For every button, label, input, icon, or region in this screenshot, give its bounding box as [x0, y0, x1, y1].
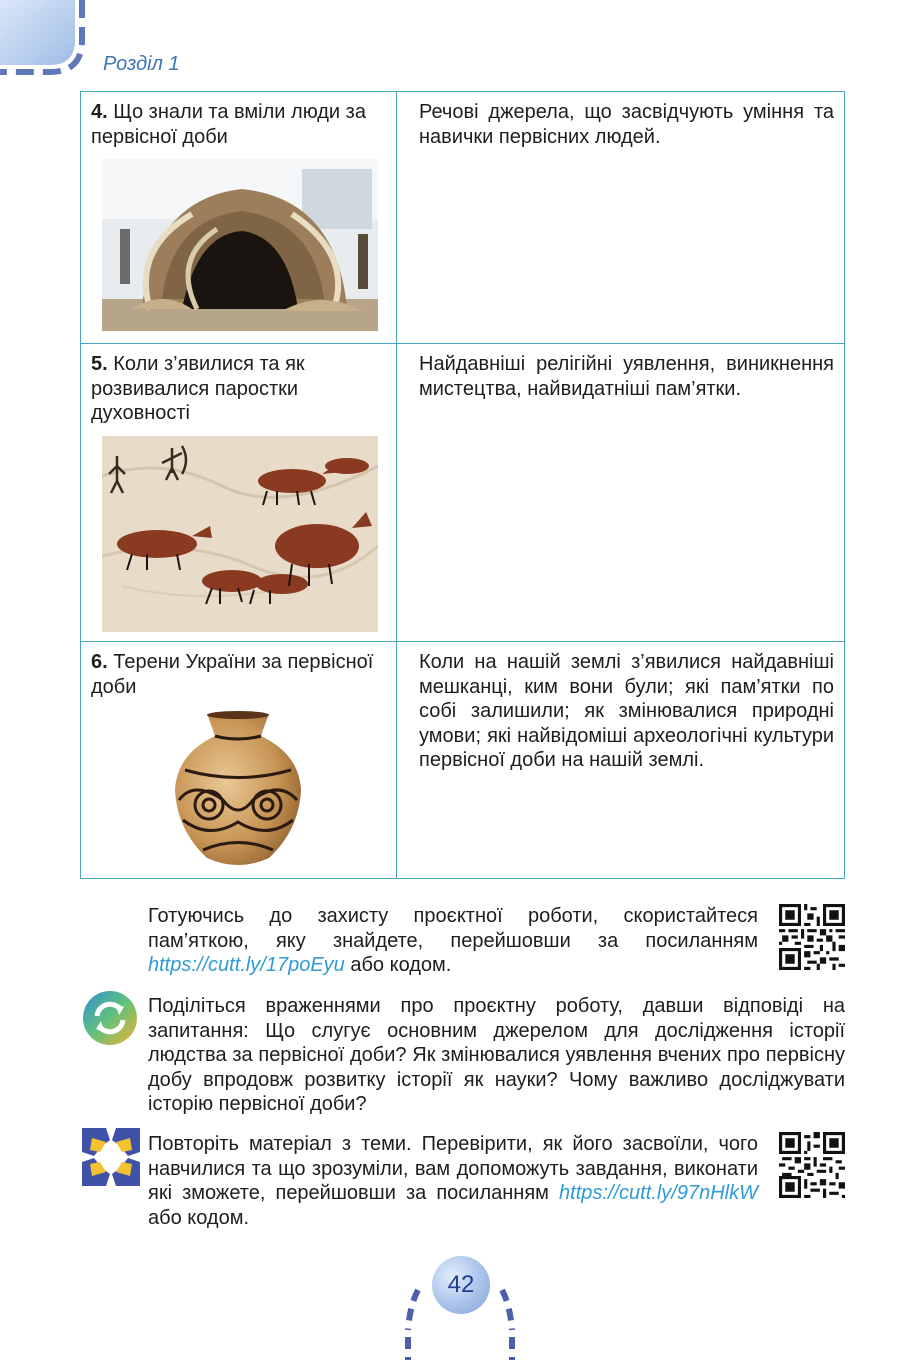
table-row: [81, 92, 844, 344]
topic-title: [91, 352, 386, 426]
cave-painting-image: [102, 436, 378, 632]
topic-text: Що знали та вміли люди за первісної доби: [91, 101, 366, 148]
prepare-paragraph: [148, 904, 758, 978]
corner-decoration: [0, 0, 90, 80]
review-puzzle-icon: [80, 1126, 142, 1188]
qr-code-icon[interactable]: [779, 904, 845, 970]
topic-title: [91, 650, 386, 699]
topic-description: Коли на нашій землі з’явилися найдавніші мешканці, ким вони були; які пам’ятки по собі залишили; як змінювалися природні умови; які найвідоміші археологічні культури первісної доби на нашій землі.: [419, 651, 834, 771]
topic-text: Коли з’явилися та як розвивалися паростки духовності: [91, 353, 305, 424]
topic-description: Речові джерела, що засвідчують уміння та навички первісних людей.: [419, 101, 834, 148]
reflect-paragraph: Поділіться враженнями про проєктну роботу, давши відповіді на запитання: Що слугує основним джерелом для дослідження історії людства за первісної доби? Як змінювалися уявлення вчених про первісну добу впродовж розвитку історії як науки? Чому важливо досліджувати історію первісної доби?: [148, 995, 845, 1115]
prepare-text-end: або кодом.: [344, 954, 452, 976]
qr-code-icon[interactable]: [779, 1132, 845, 1198]
repeat-link[interactable]: https://cutt.ly/97nHlkW: [559, 1182, 758, 1204]
mammoth-bone-dwelling-image: [102, 159, 378, 331]
reflection-cycle-icon: [82, 990, 138, 1046]
prepare-link[interactable]: https://cutt.ly/17poEyu: [148, 954, 345, 976]
prepare-text: Готуючись до захисту проєктної роботи, скористайтеся пам’яткою, яку знайдете, перейшовши за посиланням: [148, 905, 758, 952]
repeat-text-end: або кодом.: [148, 1206, 250, 1229]
topic-cell: [81, 344, 397, 641]
repeat-text: Повторіть матеріал з теми. Перевірити, як його засвоїли, чого навчилися та що зрозуміли, вам допоможуть завдання, виконати які зможете, перейшовши за посиланням: [148, 1133, 758, 1204]
topic-number: 4.: [91, 101, 108, 123]
table-row: [81, 344, 844, 642]
page-number: 42: [432, 1256, 490, 1314]
topic-number: 6.: [91, 651, 108, 673]
topic-description: Найдавніші релігійні уявлення, виникнення мистецтва, найвидатніші пам’ятки.: [419, 353, 834, 400]
table-row: [81, 642, 844, 878]
topic-number: 5.: [91, 353, 108, 375]
topic-title: [91, 100, 386, 149]
topic-cell: [81, 642, 397, 878]
topic-text: Терени України за первісної доби: [91, 651, 374, 698]
section-label: Розділ 1: [103, 53, 180, 75]
trypillia-vase-image: [169, 710, 307, 870]
repeat-paragraph: [148, 1132, 758, 1230]
topic-cell: [81, 92, 397, 343]
topics-table: [80, 91, 845, 879]
